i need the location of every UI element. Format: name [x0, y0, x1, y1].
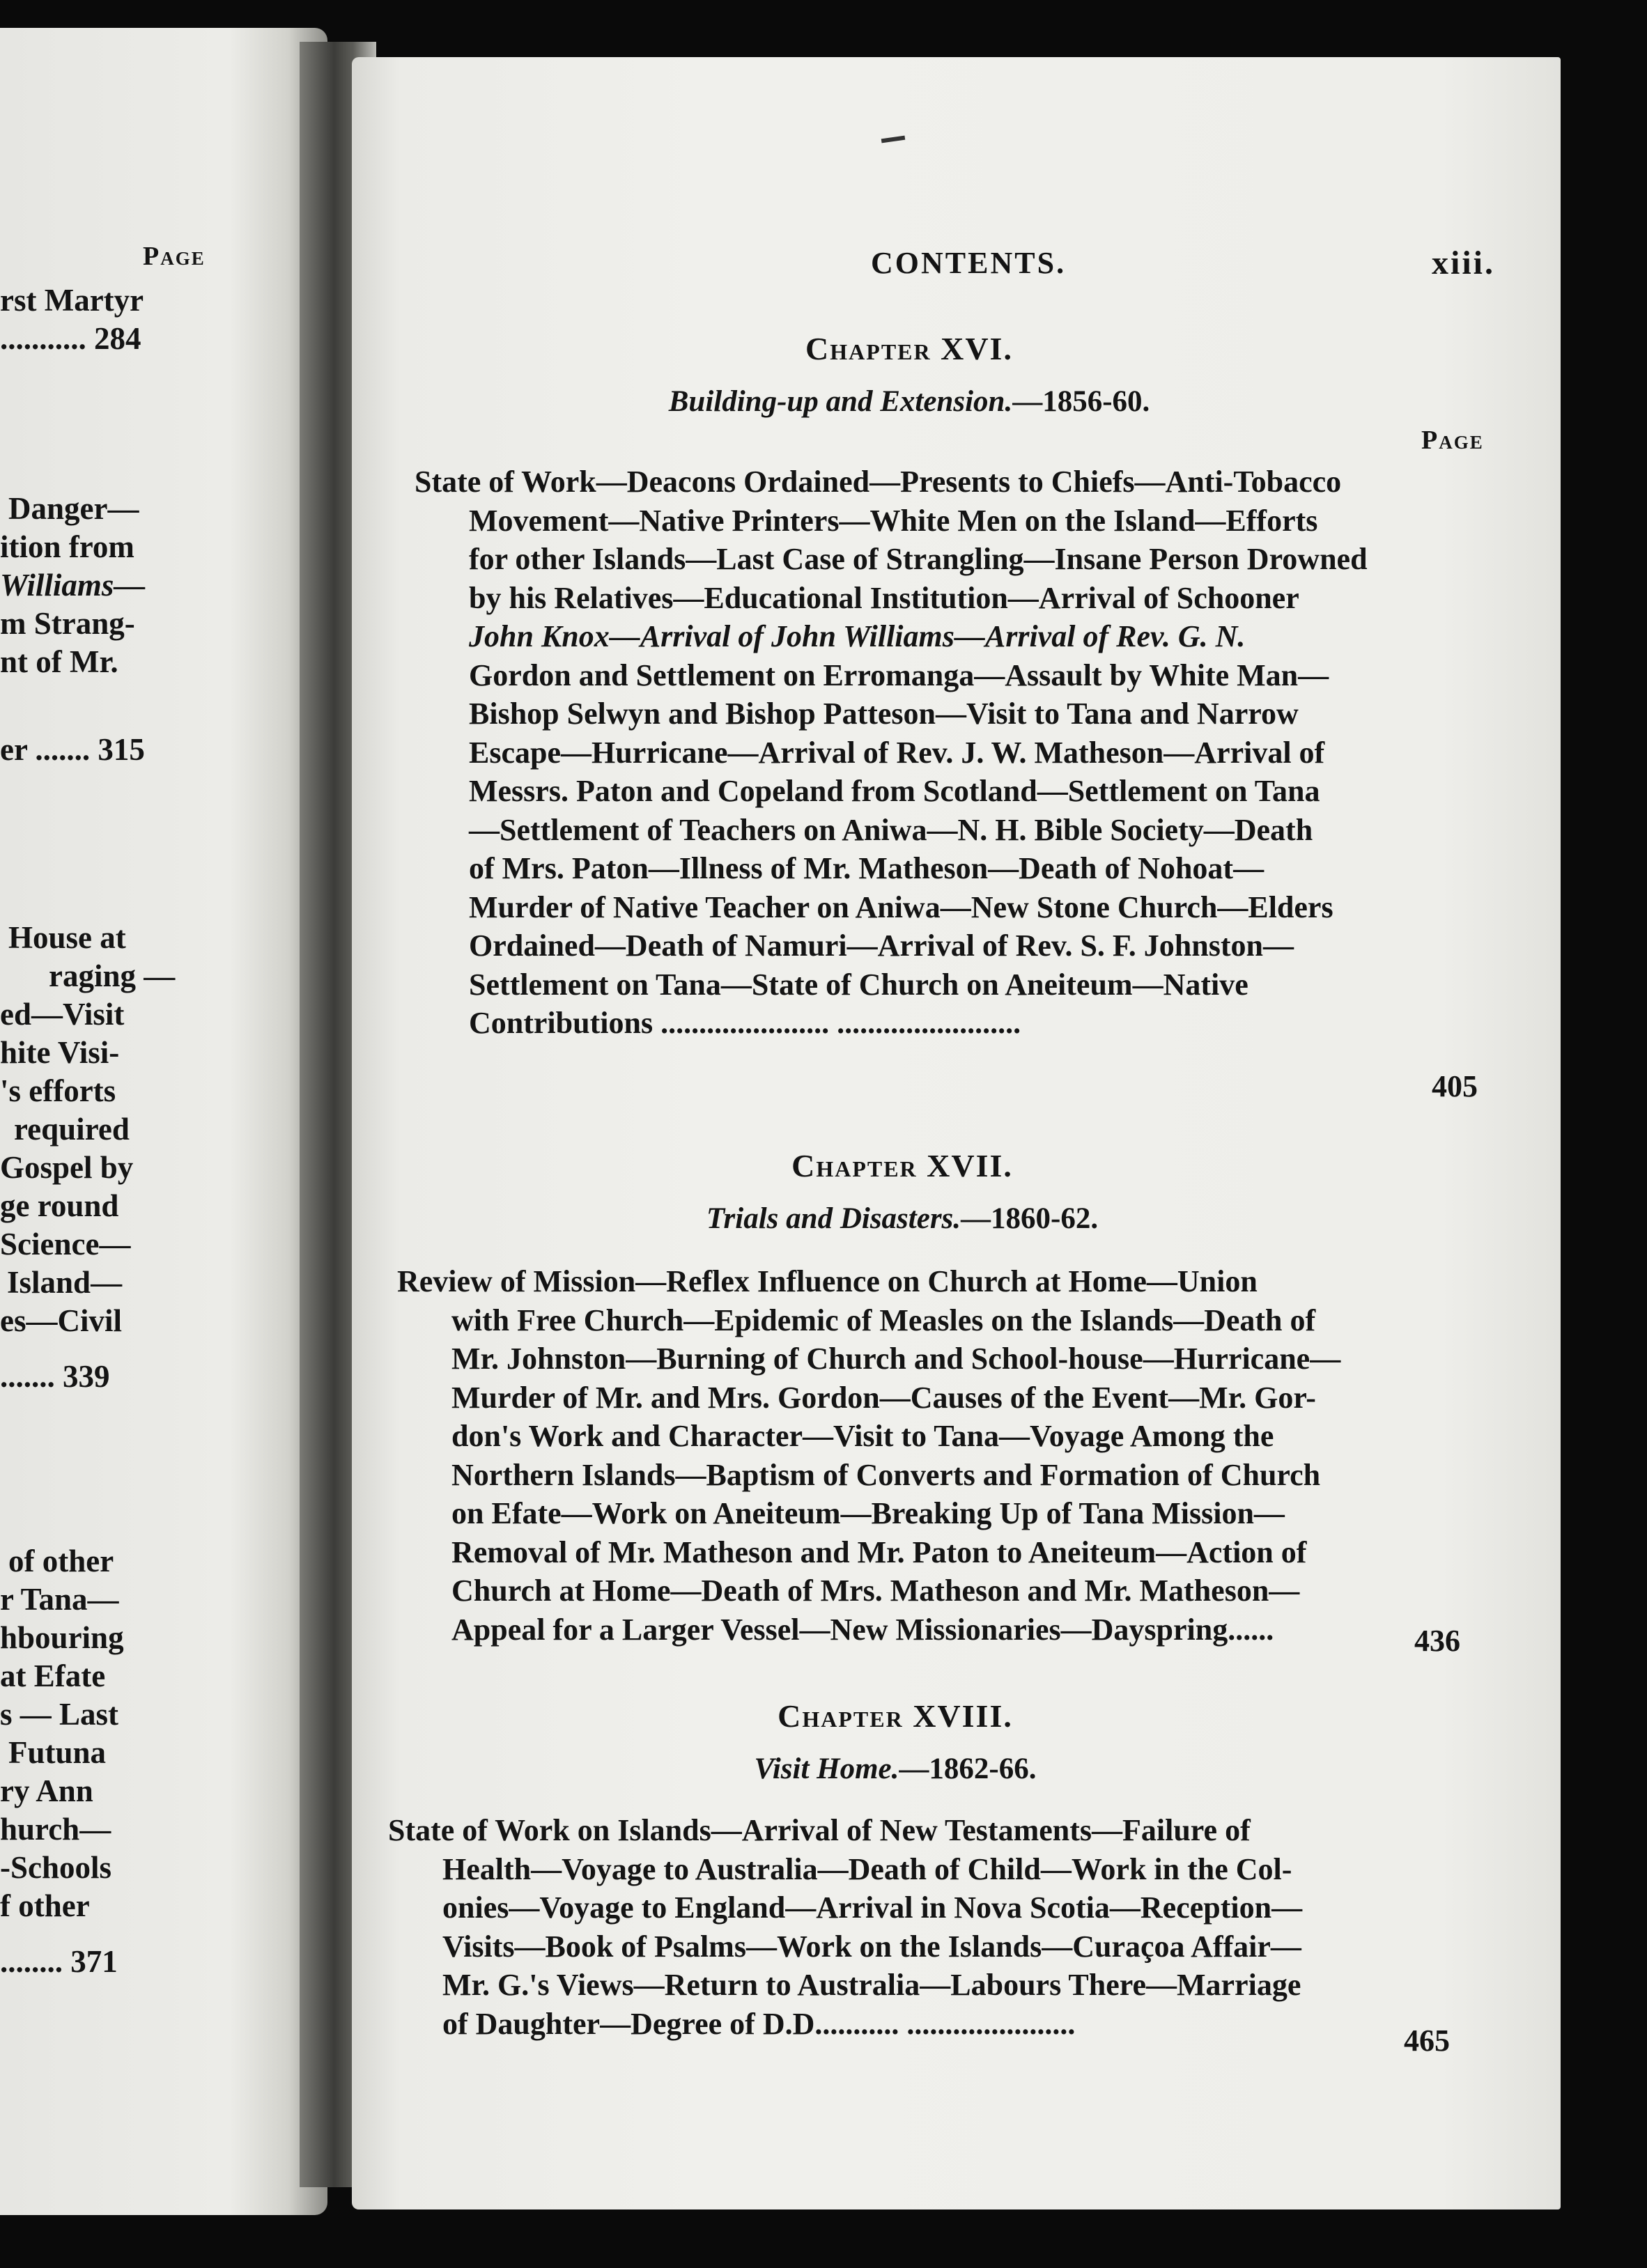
left-line: required [14, 1112, 130, 1147]
chapter-heading: Chapter XVI. [805, 331, 1013, 366]
right-page [352, 57, 1561, 2209]
left-line: Williams— [0, 568, 146, 603]
left-line: rst Martyr [0, 283, 144, 318]
left-line: ed—Visit [0, 997, 125, 1032]
chapter-subtitle [352, 1202, 1453, 1236]
chapter-subtitle-dates: —1862-66. [899, 1753, 1037, 1785]
left-page [0, 28, 327, 2215]
summary-line: of Mrs. Paton—Illness of Mr. Matheson—Death of Nohoat— [469, 851, 1265, 885]
left-line: ........ 371 [0, 1944, 118, 1979]
chapter-subtitle-dates: —1860-62. [961, 1202, 1099, 1235]
summary-line: Appeal for a Larger Vessel—New Missionaries—Dayspring...... [451, 1612, 1274, 1647]
left-page-label: Page [143, 242, 206, 271]
summary-line: Contributions ...................... ........................ [469, 1006, 1021, 1040]
chapter-summary [415, 463, 1460, 1043]
summary-line: Gordon and Settlement on Erromanga—Assault by White Man— [469, 658, 1329, 692]
left-line: r Tana— [0, 1582, 119, 1617]
summary-line: with Free Church—Epidemic of Measles on the Islands—Death of [451, 1303, 1316, 1337]
left-line: Futuna [8, 1735, 107, 1770]
summary-line: Messrs. Paton and Copeland from Scotland—Settlement on Tana [469, 774, 1320, 808]
left-line: of other [8, 1544, 114, 1578]
ink-mark [881, 136, 906, 143]
summary-line: Murder of Native Teacher on Aniwa—New Stone Church—Elders [469, 890, 1333, 924]
left-line: hite Visi- [0, 1035, 120, 1070]
left-line: ry Ann [0, 1773, 93, 1808]
left-line: ........... 284 [0, 321, 141, 356]
summary-line: Mr. G.'s Views—Return to Australia—Labours There—Marriage [442, 1968, 1301, 2002]
left-line: Island— [7, 1265, 123, 1300]
summary-line: —Settlement of Teachers on Aniwa—N. H. Bible Society—Death [469, 812, 1313, 847]
left-line: House at [8, 920, 126, 955]
left-line: raging — [49, 958, 176, 993]
summary-line: Health—Voyage to Australia—Death of Child—Work in the Col- [442, 1851, 1292, 1886]
left-line: ....... 339 [0, 1359, 110, 1394]
summary-line: of Daughter—Degree of D.D........... ...................... [442, 2006, 1076, 2041]
chapter-subtitle-title: Building-up and Extension. [668, 385, 1013, 418]
summary-line: Northern Islands—Baptism of Converts and Formation of Church [451, 1457, 1321, 1492]
summary-line: onies—Voyage to England—Arrival in Nova Scotia—Reception— [442, 1890, 1303, 1925]
chapter-heading: Chapter XVIII. [778, 1698, 1013, 1734]
left-line: at Efate [0, 1659, 106, 1693]
summary-line: Church at Home—Death of Mrs. Matheson and Mr. Matheson— [451, 1574, 1300, 1608]
chapter-subtitle-dates: —1856-60. [1012, 385, 1150, 418]
summary-line: Removal of Mr. Matheson and Mr. Paton to Aneiteum—Action of [451, 1535, 1307, 1569]
chapter-subtitle [352, 1752, 1439, 1786]
summary-line: don's Work and Character—Visit to Tana—Voyage Among the [451, 1419, 1274, 1453]
summary-line: Review of Mission—Reflex Influence on Church at Home—Union [397, 1264, 1258, 1298]
chapter-page-number: 436 [1414, 1624, 1460, 1658]
summary-line: for other Islands—Last Case of Strangling—Insane Person Drowned [469, 542, 1368, 576]
summary-line: Visits—Book of Psalms—Work on the Islands—Curaçoa Affair— [442, 1929, 1301, 1964]
chapter-heading: Chapter XVII. [791, 1148, 1013, 1183]
summary-line: Escape—Hurricane—Arrival of Rev. J. W. Matheson—Arrival of [469, 735, 1325, 770]
chapter-page-number: 405 [1432, 1069, 1478, 1103]
summary-line: Settlement on Tana—State of Church on Aneiteum—Native [469, 967, 1248, 1002]
left-line: 's efforts [0, 1073, 116, 1108]
left-line: hbouring [0, 1620, 124, 1655]
left-line: ition from [0, 529, 134, 564]
left-line: es—Civil [0, 1303, 122, 1338]
left-line: -Schools [0, 1850, 112, 1885]
summary-line: Movement—Native Printers—White Men on the Island—Efforts [469, 503, 1318, 538]
chapter-summary [388, 1811, 1433, 2043]
left-line: er ....... 315 [0, 732, 145, 767]
chapter-subtitle [352, 385, 1467, 419]
summary-line: John Knox—Arrival of John Williams—Arrival of Rev. G. N. [469, 619, 1246, 653]
chapter-subtitle-title: Trials and Disasters. [706, 1202, 961, 1235]
summary-line: by his Relatives—Educational Institution—Arrival of Schooner [469, 580, 1299, 615]
page-column-label: Page [1421, 426, 1484, 455]
left-line: ge round [0, 1188, 119, 1223]
summary-line: Murder of Mr. and Mrs. Gordon—Causes of the Event—Mr. Gor- [451, 1380, 1316, 1415]
running-head: CONTENTS. [871, 246, 1067, 280]
summary-line: State of Work—Deacons Ordained—Presents to Chiefs—Anti-Tobacco [415, 465, 1342, 499]
left-line: Danger— [8, 491, 139, 526]
summary-line: State of Work on Islands—Arrival of New Testaments—Failure of [388, 1813, 1251, 1847]
page-folio: xiii. [1432, 244, 1496, 281]
summary-line: on Efate—Work on Aneiteum—Breaking Up of Tana Mission— [451, 1496, 1285, 1530]
chapter-subtitle-title: Visit Home. [754, 1753, 899, 1785]
left-line: f other [0, 1888, 90, 1923]
chapter-page-number: 465 [1404, 2024, 1450, 2058]
left-line: Science— [0, 1227, 131, 1261]
chapter-summary [397, 1262, 1442, 1649]
left-line: s — Last [0, 1697, 119, 1732]
left-line: m Strang- [0, 606, 135, 641]
left-line: hurch— [0, 1812, 111, 1847]
left-line: Gospel by [0, 1150, 134, 1185]
summary-line: Mr. Johnston—Burning of Church and School-house—Hurricane— [451, 1342, 1341, 1376]
summary-line: Ordained—Death of Namuri—Arrival of Rev. S. F. Johnston— [469, 929, 1294, 963]
summary-line: Bishop Selwyn and Bishop Patteson—Visit to Tana and Narrow [469, 697, 1299, 731]
left-line: nt of Mr. [0, 644, 118, 679]
